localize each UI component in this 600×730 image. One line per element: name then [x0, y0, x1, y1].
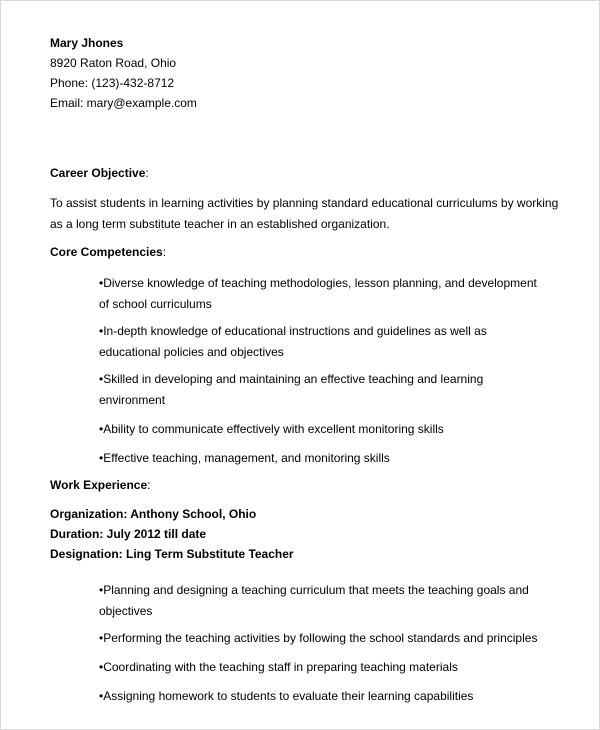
list-item-text: Skilled in developing and maintaining an effective teaching and learning environment	[99, 372, 484, 407]
core-competencies-heading-text: Core Competencies	[50, 245, 163, 259]
bullet-icon: •	[99, 422, 104, 436]
list-item-text: Ability to communicate effectively with excellent monitoring skills	[103, 422, 444, 436]
work-experience-heading-text: Work Experience	[50, 478, 148, 492]
bullet-icon: •	[99, 276, 104, 290]
list-item	[99, 580, 549, 622]
duration-line: Duration: July 2012 till date	[50, 527, 207, 541]
bullet-icon: •	[99, 451, 104, 465]
list-item	[99, 448, 549, 469]
work-duties-list	[50, 580, 549, 707]
list-item-text: In-depth knowledge of educational instructions and guidelines as well as educational policies and objectives	[99, 324, 487, 359]
list-item-text: Planning and designing a teaching curriculum that meets the teaching goals and objectives	[99, 583, 529, 618]
bullet-icon: •	[99, 324, 104, 338]
bullet-icon: •	[99, 689, 104, 703]
core-competencies-list	[50, 273, 549, 469]
bullet-icon: •	[99, 660, 104, 674]
organization-line: Organization: Anthony School, Ohio	[50, 507, 257, 521]
designation-line: Designation: Ling Term Substitute Teacher	[50, 547, 294, 561]
list-item	[99, 321, 549, 363]
career-objective-heading	[50, 163, 559, 183]
contact-address: 8920 Raton Road, Ohio	[50, 56, 177, 70]
list-item-text: Diverse knowledge of teaching methodologies, lesson planning, and development of school curriculums	[99, 276, 537, 311]
list-item	[99, 686, 549, 707]
work-experience-heading	[50, 475, 559, 495]
core-competencies-heading	[50, 242, 559, 262]
career-objective-text: To assist students in learning activities by planning standard educational curriculums by working as a long term substitute teacher in an established organization.	[50, 196, 559, 231]
career-objective-heading-text: Career Objective	[50, 166, 146, 180]
list-item-text: Assigning homework to students to evaluate their learning capabilities	[103, 689, 474, 703]
list-item-text: Coordinating with the teaching staff in preparing teaching materials	[103, 660, 458, 674]
list-item	[99, 657, 549, 678]
bullet-icon: •	[99, 583, 104, 597]
list-item	[99, 369, 549, 411]
list-item-text: Performing the teaching activities by following the school standards and principles	[103, 631, 538, 645]
contact-phone: Phone: (123)-432-8712	[50, 76, 175, 90]
work-experience-heading-colon: :	[147, 478, 151, 492]
list-item	[99, 273, 549, 315]
contact-email: Email: mary@example.com	[50, 96, 197, 110]
bullet-icon: •	[99, 631, 104, 645]
contact-block	[50, 33, 559, 113]
contact-name: Mary Jhones	[50, 36, 124, 50]
bullet-icon: •	[99, 372, 104, 386]
list-item-text: Effective teaching, management, and monitoring skills	[103, 451, 390, 465]
core-competencies-heading-colon: :	[162, 245, 167, 259]
career-objective-heading-colon: :	[145, 166, 149, 180]
list-item	[99, 419, 549, 440]
list-item	[99, 628, 549, 649]
